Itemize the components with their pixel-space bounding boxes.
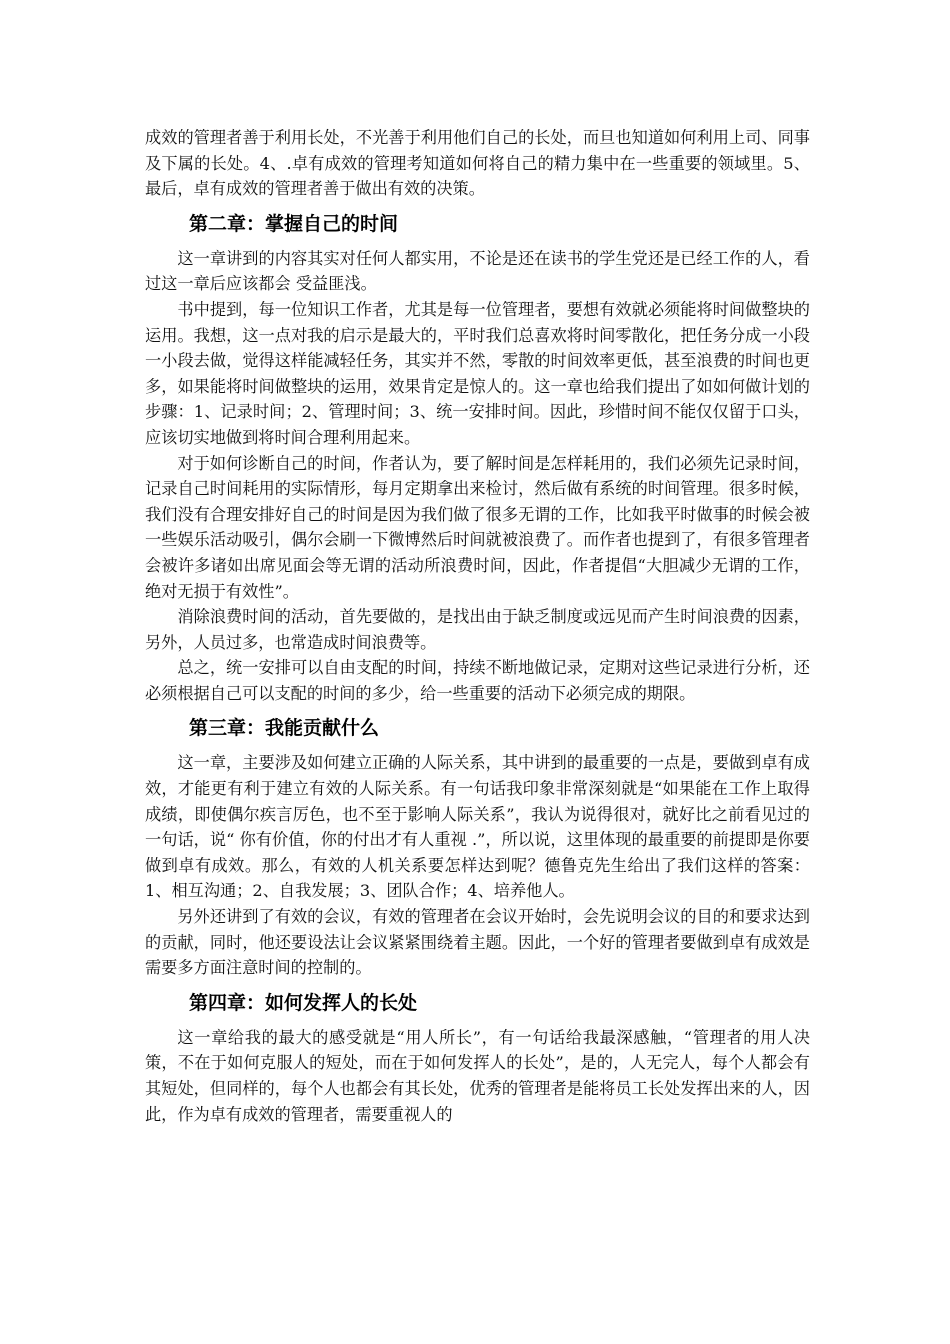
chapter-2-heading: 第二章：掌握自己的时间 [189, 212, 399, 235]
chapter-2-paragraph: 总之，统一安排可以自由支配的时间，持续不断地做记录，定期对这些记录进行分析，还必须根据自己可以支配的时间的多少，给一些重要的活动下必须完成的期限。 [145, 658, 810, 703]
chapter-2-paragraph: 书中提到，每一位知识工作者，尤其是每一位管理者，要想有效就必须能将时间做整块的运用。我想，这一点对我的启示是最大的，平时我们总喜欢将时间零散化，把任务分成一小段一小段去做，觉得这样能减轻任务，其实并不然，零散的时间效率更低，甚至浪费的时间也更多，如果能将时间做整块的运用，效果肯定是惊人的。这一章也给我们提出了如如何做计划的步骤：1、记录时间；2、管理时间；3、统一安排时间。因此，珍惜时间不能仅仅留于口头，应该切实地做到将时间合理利用起来。 [145, 299, 810, 447]
chapter-4-heading: 第四章：如何发挥人的长处 [189, 991, 418, 1014]
chapter-3-heading: 第三章：我能贡献什么 [189, 717, 380, 740]
chapter-2-paragraph: 消除浪费时间的活动，首先要做的，是找出由于缺乏制度或远见而产生时间浪费的因素，另外，人员过多，也常造成时间浪费等。 [145, 607, 810, 652]
chapter-3-paragraph: 另外还讲到了有效的会议，有效的管理者在会议开始时，会先说明会议的目的和要求达到的贡献，同时，他还要设法让会议紧紧围绕着主题。因此，一个好的管理者要做到卓有成效是需要多方面注意时间的控制的。 [145, 907, 810, 978]
chapter-4-paragraph: 这一章给我的最大的感受就是“用人所长”，有一句话给我最深感触，“管理者的用人决策，不在于如何克服人的短处，而在于如何发挥人的长处”，是的，人无完人，每个人都会有其短处，但同样的，每个人也都会有其长处，优秀的管理者是能将员工长处发挥出来的人，因此，作为卓有成效的管理者，需要重视人的 [145, 1027, 810, 1124]
top-paragraph: 成效的管理者善于利用长处，不光善于利用他们自己的长处，而旦也知道如何利用上司、同事及下属的长处。4、.卓有成效的管理考知道如何将自己的精力集中在一些重要的领域里。5、最后，卓有成效的管理者善于做出有效的决策。 [145, 128, 810, 199]
chapter-2-paragraph: 这一章讲到的内容其实对任何人都实用，不论是还在读书的学生党还是已经工作的人，看过这一章后应该都会 受益匪浅。 [145, 248, 810, 294]
chapter-2-paragraph: 对于如何诊断自己的时间，作者认为，要了解时间是怎样耗用的，我们必须先记录时间，记录自己时间耗用的实际情形，每月定期拿出来检讨，然后做有系统的时间管理。很多时候，我们没有合理安排好自己的时间是因为我们做了很多无谓的工作，比如我平时做事的时候会被一些娱乐活动吸引，偶尔会刷一下微博然后时间就被浪费了。而作者也提到了，有很多管理者会被许多诸如出席见面会等无谓的活动所浪费时间，因此，作者提倡“大胆减少无谓的工作，绝对无损于有效性”。 [145, 453, 810, 601]
chapter-3-paragraph: 这一章，主要涉及如何建立正确的人际关系，其中讲到的最重要的一点是，要做到卓有成效，才能更有利于建立有效的人际关系。有一句话我印象非常深刻就是“如果能在工作上取得成绩，即使偶尔疾言厉色，也不至于影响人际关系”，我认为说得很对，就好比之前看见过的一句话，说“ 你有价值，你的付出才有人重视 .”，所以说，这里体现的最重要的前提即是你要做到卓有成效。那么，有效的人机关系要怎样达到呢？德鲁克先生给出了我们这样的答案：1、相互沟通；2、自我发展；3、团队合作；4、培养他人。 [145, 753, 810, 901]
document-page [145, 125, 810, 1127]
